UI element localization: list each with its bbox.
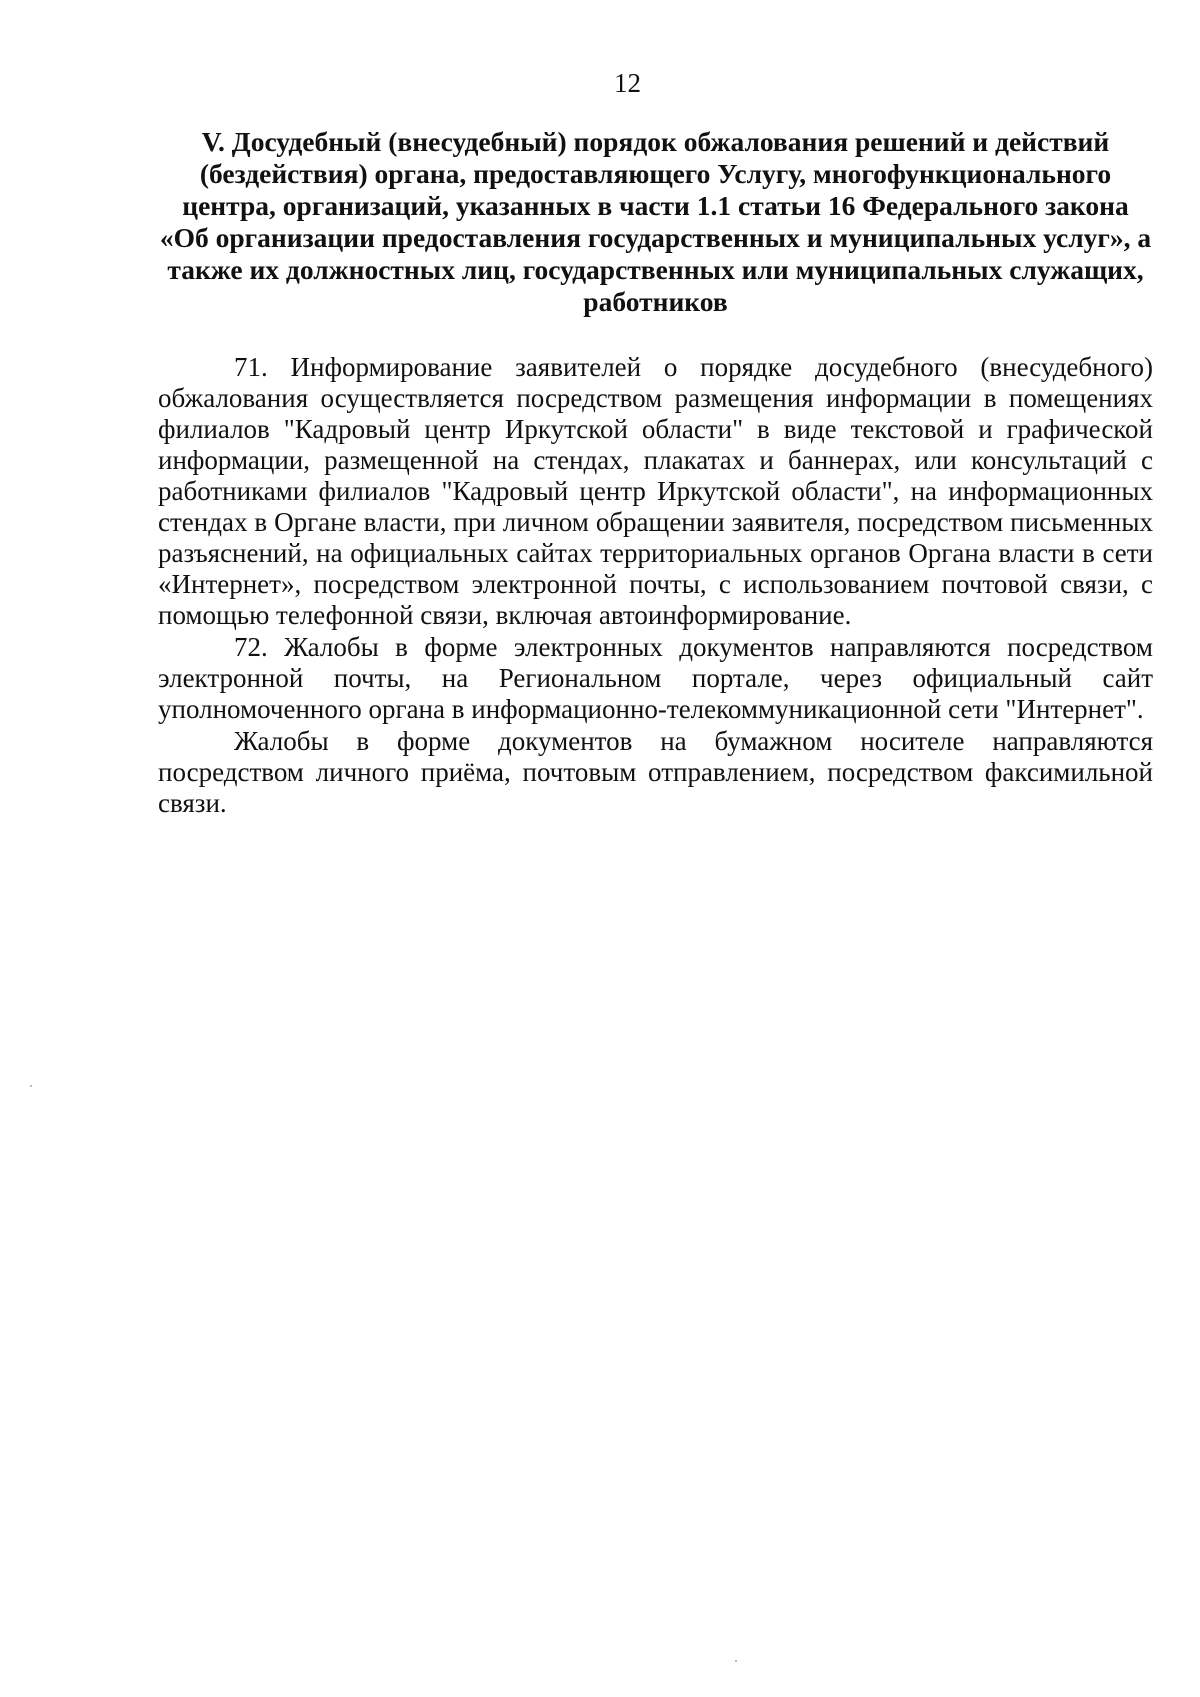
paragraph-72: 72. Жалобы в форме электронных документов направляются посредством электронной почты, на Региональном портале, через официальный сайт уполномоченного органа в информационно-телекоммуникационной сети "Интернет".: [158, 632, 1153, 724]
section-heading: V. Досудебный (внесудебный) порядок обжалования решений и действий (бездействия) органа, предоставляющего Услугу, многофункционального центра, организаций, указанных в части 1.1 статьи 16 Федерального закона «Об организации предоставления государственных и муниципальных услуг», а также их должностных лиц, государственных или муниципальных служащих, работников: [159, 126, 1152, 317]
section-body: [158, 352, 1153, 820]
scan-speck: [30, 1085, 32, 1087]
page-number: 12: [614, 68, 641, 98]
scan-speck: [735, 1660, 737, 1662]
paragraph-paper-complaints: Жалобы в форме документов на бумажном носителе направляются посредством личного приёма, почтовым отправлением, посредством факсимильной связи.: [158, 726, 1153, 818]
paragraph-71: 71. Информирование заявителей о порядке досудебного (внесудебного) обжалования осуществляется посредством размещения информации в помещениях филиалов "Кадровый центр Иркутской области" в виде текстовой и графической информации, размещенной на стендах, плакатах и баннерах, или консультаций с работниками филиалов "Кадровый центр Иркутской области", на информационных стендах в Органе власти, при личном обращении заявителя, посредством письменных разъяснений, на официальных сайтах территориальных органов Органа власти в сети «Интернет», посредством электронной почты, с использованием почтовой связи, с помощью телефонной связи, включая автоинформирование.: [158, 352, 1153, 630]
